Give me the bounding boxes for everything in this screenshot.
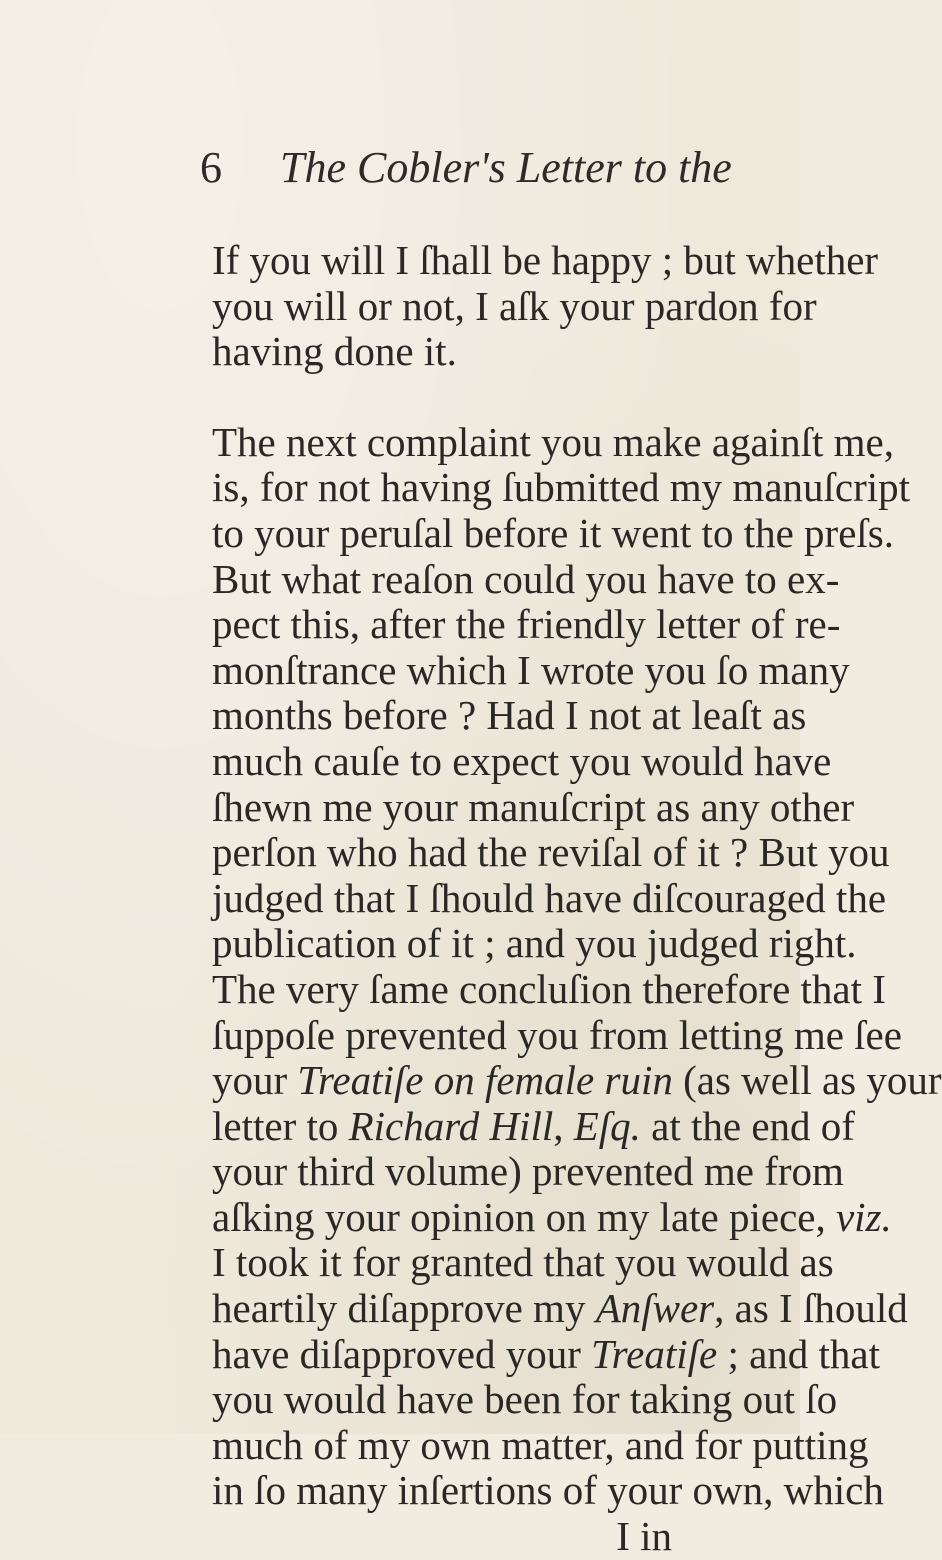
text-line [212,1193,892,1241]
text-line [212,1330,881,1378]
text-line: ſuppoſe prevented you from letting me ſee [212,1011,902,1058]
text-line: The very ſame concluſion therefore that I [212,965,886,1012]
text-run: have diſapproved your [212,1330,592,1377]
text-run: , [553,1102,574,1149]
text-run: aſking your opinion on my late piece, [212,1193,836,1240]
text-line: perſon who had the reviſal of it ? But you [212,829,890,876]
text-line: The next complaint you make againſt me, [212,418,894,465]
text-line: in ſo many inſertions of your own, which [212,1467,884,1514]
text-run: (as well as your [672,1057,942,1104]
italic-title: Treatiſe [591,1330,718,1377]
text-run: your [212,1057,298,1104]
text-line: ſhewn me your manuſcript as any other [212,783,855,830]
text-line: having done it. [212,328,457,375]
text-run: at the end of [640,1102,855,1149]
text-line: publication of it ; and you judged right. [212,920,857,967]
text-line: much cauſe to expect you would have [212,737,832,784]
text-run: letter to [212,1102,349,1149]
text-line: is, for not having ſubmitted my manuſcript [212,464,911,511]
text-line: I took it for granted that you would as [212,1239,834,1286]
text-line: If you will I ſhall be happy ; but whether [212,237,879,283]
text-line [212,1057,942,1104]
running-head [0,138,800,198]
text-line: But what reaſon could you have to ex- [212,555,840,602]
text-line [212,1285,908,1332]
text-run: ; and that [717,1330,881,1377]
text-run: heartily diſapprove my [212,1285,596,1332]
text-line: you would have been for taking out ſo [212,1376,838,1423]
text-run: , as I ſhould [714,1285,908,1332]
italic-title: Treatiſe on female ruin [297,1057,673,1104]
text-line: monſtrance which I wrote you ſo many [212,646,850,693]
text-line: your third volume) prevented me from [212,1148,844,1195]
text-line: judged that I ſhould have diſcouraged the [212,874,887,921]
text-line: pect this, after the friendly letter of re- [212,601,841,648]
body-text [212,237,942,1560]
text-line: to your peruſal before it went to the preſs. [212,509,894,556]
text-line [212,1102,855,1150]
running-title: The Cobler's Letter to the [280,143,732,192]
text-line: you will or not, I aſk your pardon for [212,282,817,329]
italic-honorific: Eſq. [573,1102,641,1149]
page-number: 6 [200,143,222,192]
italic-title: Anſwer [595,1285,715,1332]
italic-abbrev: viz. [835,1193,892,1240]
italic-name: Richard Hill [348,1102,554,1149]
paragraph-gap [212,375,672,420]
text-line: much of my own matter, and for putting [212,1421,869,1468]
catchword: I in [616,1513,672,1560]
text-line: months before ? Had I not at leaſt as [212,692,807,739]
